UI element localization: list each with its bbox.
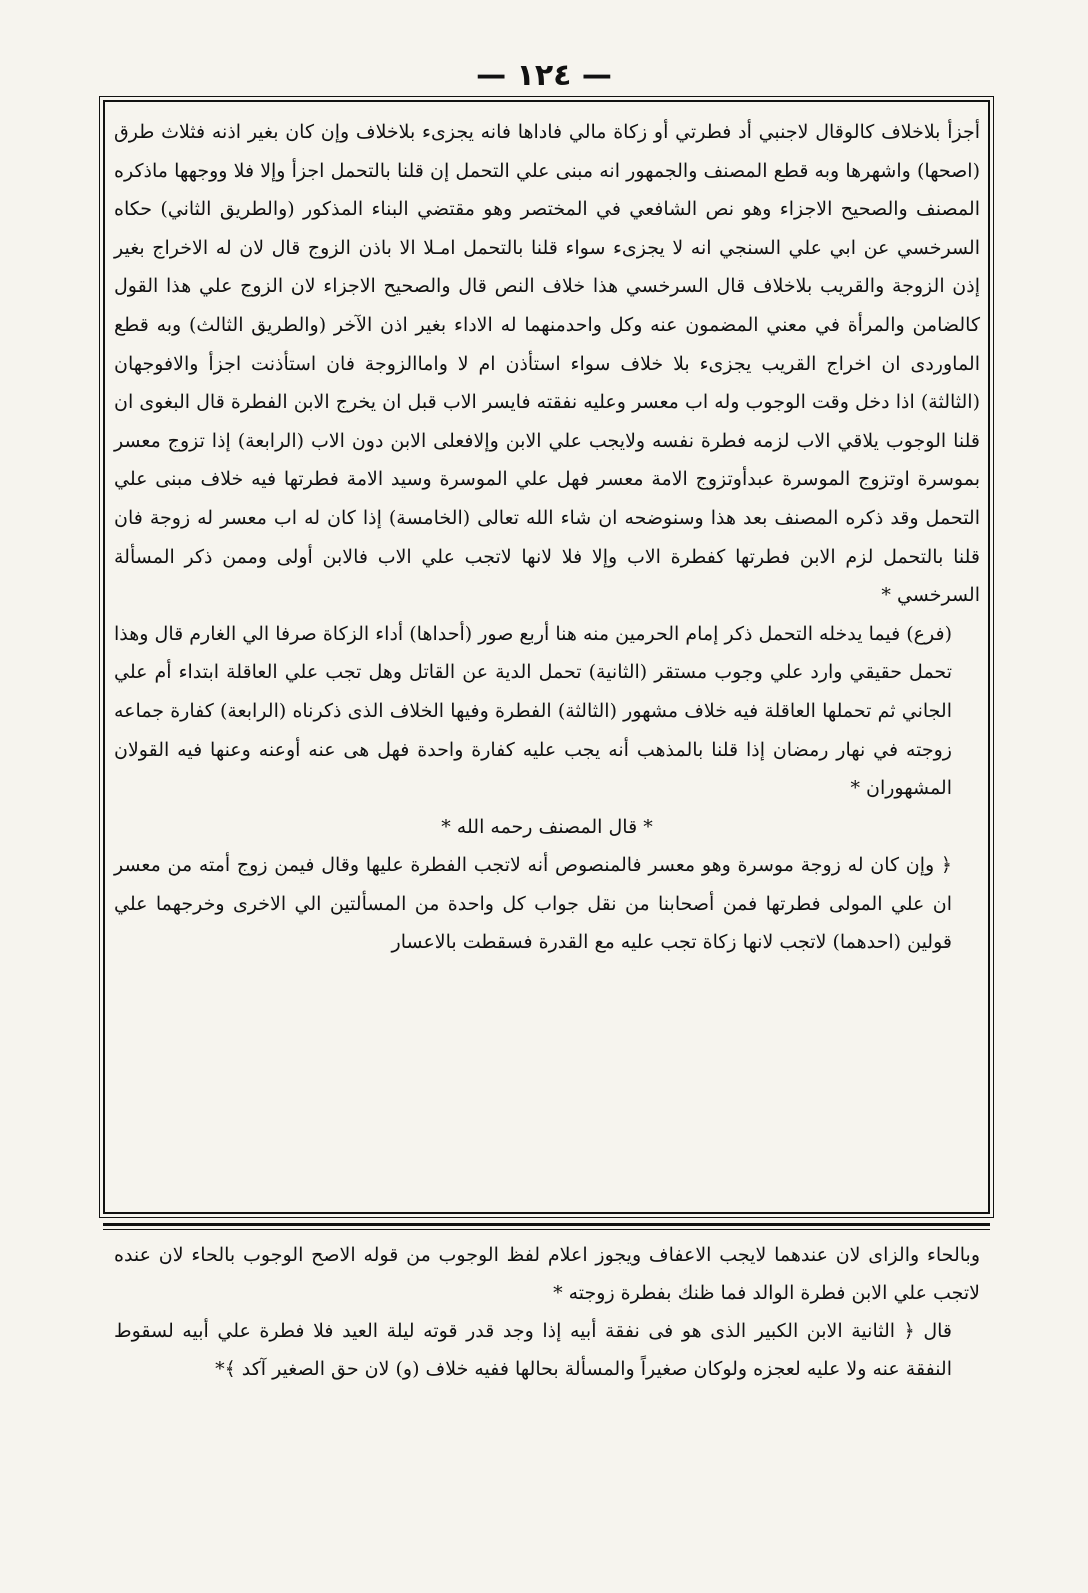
main-paragraph: أجزأ بلاخلاف كالوقال لاجنبي أد فطرتي أو زكاة مالي فاداها فانه يجزىء بلاخلاف وإن كان بغير اذنه فثلاث طرق (اصحها) واشهرها وبه قطع المصنف والجمهور انه مبنى علي التحمل إن قلنا بالتحمل اجزأ وإلا فلا ووجهها ماذكره المصنف والصحيح الاجزاء وهو نص الشافعي في المختصر وهو مقتضي البناء المذكور (والطريق الثاني) حكاه السرخسي عن ابي علي السنجي انه لا يجزىء سواء قلنا بالتحمل امـلا الا باذن الزوج قال لان له الاخراج بغير إذن الزوجة والقريب بلاخلاف قال السرخسي هذا خلاف النص قال والصحيح الاجزاء لان الزوج علي هذا القول كالضامن والمرأة في معني المضمون عنه وكل واحدمنهما له الاداء بغير اذن الآخر (والطريق الثالث) وبه قطع الماوردى ان اخراج القريب يجزىء بلا خلاف سواء استأذن ام لا واماالزوجة فان استأذنت اجزأ والافوجهان (الثالثة) اذا دخل وقت الوجوب وله اب معسر وعليه نفقته فايسر الاب قبل ان يخرج الابن الفطرة قال البغوى ان قلنا الوجوب يلاقي الاب لزمه فطرة نفسه ولايجب علي الابن وإلافعلى الابن دون الاب (الرابعة) إذا تزوج معسر بموسرة اوتزوج الموسرة عبدأوتزوج الامة معسر فهل علي الموسرة وسيد الامة فطرتها فيه خلاف مبنى علي التحمل وقد ذكره المصنف بعد هذا وسنوضحه ان شاء الله تعالى (الخامسة) إذا كان له اب معسر له زوجة فان قلنا بالتحمل لزم الابن فطرتها كفطرة الاب وإلا فلا لانها لاتجب علي الاب فالابن أولى وممن ذكر المسألة السرخسي * (114, 121, 980, 607)
footnote-paragraph: قال ﴿ الثانية الابن الكبير الذى هو فى نفقة أبيه إذا وجد قدر قوته ليلة العيد فلا فطرة علي أبيه لسقوط النفقة عنه ولا عليه لعجزه ولوكان صغيراً والمسألة بحالها ففيه خلاف (و) لان حق الصغير آكد ﴾* (114, 1320, 952, 1380)
main-paragraph: ﴿ وإن كان له زوجة موسرة وهو معسر فالمنصوص أنه لاتجب الفطرة عليها وقال فيمن زوج أمته من معسر ان علي المولى فطرتها فمن أصحابنا من نقل جواب كل واحدة من المسألتين الي الاخرى وخرجهما علي قولين (احدهما) لاتجب لانها زكاة تجب عليه مع القدرة فسقطت بالاعسار (114, 854, 952, 954)
footnote-paragraph: وبالحاء والزاى لان عندهما لايجب الاعفاف ويجوز اعلام لفظ الوجوب من قوله الاصح الوجوب بالحاء لان عنده لاتجب علي الابن فطرة الوالد فما ظنك بفطرة زوجته * (114, 1244, 980, 1304)
page-number: — ١٢٤ — (476, 58, 612, 93)
section-heading: * قال المصنف رحمه الله * (441, 815, 653, 838)
main-text (114, 113, 980, 962)
footnotes (114, 1236, 980, 1388)
main-paragraph: (فرع) فيما يدخله التحمل ذكر إمام الحرمين منه هنا أربع صور (أحداها) أداء الزكاة صرفا الي الغارم قال وهذا تحمل حقيقي وارد علي وجوب مستقر (الثانية) تحمل الدية عن القاتل وهل تجب علي العاقلة ابتداء أم علي الجاني ثم تحملها العاقلة فيه خلاف مشهور (الثالثة) الفطرة وفيها الخلاف الذى ذكرناه (الرابعة) كفارة جماعه زوجته في نهار رمضان إذا قلنا بالمذهب أنه يجب عليه كفارة واحدة فهل هى عنه أوعنه وعنها فيه القولان المشهوران * (114, 622, 952, 800)
footnote-separator-thin (103, 1229, 990, 1230)
footnote-separator (103, 1223, 990, 1226)
